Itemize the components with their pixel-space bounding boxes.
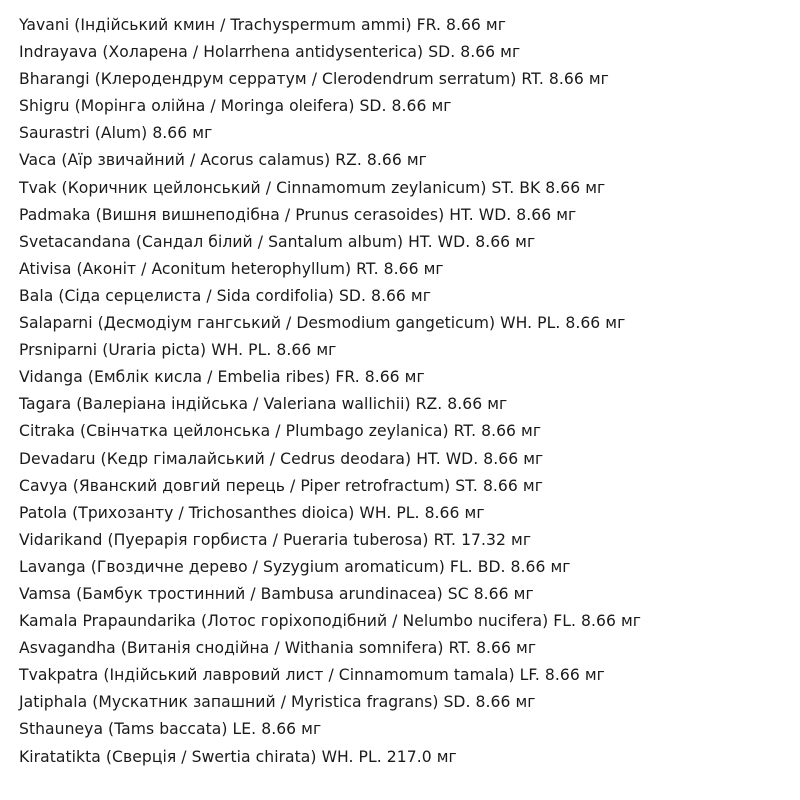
latin-name: Trichosanthes dioica: [188, 503, 349, 522]
dose-unit: мг: [521, 422, 542, 441]
plant-part: RT.: [448, 639, 472, 658]
latin-name: Acorus calamus: [200, 151, 325, 170]
common-name: Яванский довгий перець: [78, 476, 285, 495]
ingredient-line: Vidarikand (Пуерарія горбиста / Pueraria tuberosa) RT. 17.32 мг: [19, 530, 532, 549]
dose-value: 8.66: [581, 612, 616, 631]
plant-part: HT. WD.: [449, 205, 512, 224]
sanskrit-name: Bala: [19, 286, 54, 305]
common-name: Емблік кисла: [93, 368, 203, 387]
plant-part: SD.: [359, 97, 387, 116]
sanskrit-name: Padmaka: [19, 205, 91, 224]
ingredient-line: Sthauneya (Tams baccata) LE. 8.66 мг: [19, 720, 322, 739]
plant-part: RT.: [521, 70, 544, 89]
latin-name: Cedrus deodara: [280, 449, 406, 468]
latin-name: Moringa oleifera: [220, 97, 349, 116]
sanskrit-name: Shigru: [19, 97, 70, 116]
dose-unit: мг: [588, 70, 609, 89]
plant-part: FR.: [335, 368, 360, 387]
dose-unit: мг: [500, 43, 521, 62]
ingredient-line: Jatiphala (Мускатник запашний / Myristica fragrans) SD. 8.66 мг: [19, 693, 536, 712]
ingredient-line: Tvakpatra (Індійський лавровий лист / Cinnamomum tamala) LF. 8.66 мг: [19, 666, 605, 685]
plant-part: WH. PL.: [211, 341, 272, 360]
common-name: Індійський кмин: [80, 16, 216, 34]
latin-name: Prunus cerasoides: [295, 205, 439, 224]
sanskrit-name: Svetacandana: [19, 232, 131, 251]
dose-unit: мг: [423, 259, 444, 278]
plant-part: RT.: [356, 259, 379, 278]
plant-part: FR.: [416, 16, 441, 34]
sanskrit-name: Vamsa: [19, 584, 72, 603]
plant-part: WH. PL.: [321, 747, 382, 766]
plant-part: SD.: [428, 43, 456, 62]
dose-value: 8.66: [475, 693, 511, 712]
dose-unit: мг: [192, 124, 213, 143]
ingredient-line: Citraka (Свінчатка цейлонська / Plumbago zeylanica) RT. 8.66 мг: [19, 422, 542, 441]
dose-unit: мг: [487, 395, 508, 414]
ingredient-line: Vidanga (Емблік кисла / Embelia ribes) FR. 8.66 мг: [19, 368, 425, 387]
dose-unit: мг: [620, 612, 642, 631]
sanskrit-name: Cavya: [19, 476, 68, 495]
sanskrit-name: Sthauneya: [19, 720, 104, 739]
latin-name: Syzygium aromaticum: [263, 557, 439, 576]
plant-part: SC: [447, 584, 469, 603]
common-name: Трихозанту: [78, 503, 174, 522]
latin-name: Tams baccata: [114, 720, 222, 739]
ingredient-line: Bala (Сіда серцелиста / Sida cordifolia) SD. 8.66 мг: [19, 286, 431, 305]
sanskrit-name: Lavanga: [19, 557, 86, 576]
dose-value: 8.66: [445, 16, 481, 34]
dose-value: 8.66: [370, 286, 406, 305]
dose-value: 8.66: [460, 43, 496, 62]
dose-unit: мг: [556, 205, 577, 224]
latin-name: Swertia chirata: [191, 747, 311, 766]
ingredient-line: Patola (Трихозанту / Trichosanthes dioica) WH. PL. 8.66 мг: [19, 503, 485, 522]
ingredient-line: Prsniparni (Uraria picta) WH. PL. 8.66 мг: [19, 341, 337, 360]
sanskrit-name: Indrayava: [19, 43, 98, 62]
latin-name: Pueraria tuberosa: [282, 530, 423, 549]
latin-name: Embelia ribes: [217, 368, 325, 387]
dose-unit: мг: [301, 720, 322, 739]
sanskrit-name: Vidarikand: [19, 530, 103, 549]
plant-part: RT.: [433, 530, 457, 549]
latin-name: Piper retrofractum: [300, 476, 445, 495]
plant-part: SD.: [338, 286, 366, 305]
common-name: Холарена: [108, 43, 188, 62]
sanskrit-name: Devadaru: [19, 449, 96, 468]
plant-part: FL. BD.: [449, 557, 506, 576]
latin-name: Valeriana wallichii: [263, 395, 405, 414]
common-name: Аїр звичайний: [67, 151, 185, 170]
dose-value: 8.66: [481, 422, 517, 441]
ingredient-line: Asvagandha (Витанія снодійна / Withania somnifera) RT. 8.66 мг: [19, 639, 537, 658]
latin-name: Bambusa arundinacea: [260, 584, 437, 603]
common-name: Десмодіум гангський: [103, 314, 282, 333]
dose-unit: мг: [584, 666, 605, 685]
ingredient-line: Svetacandana (Сандал білий / Santalum album) HT. WD. 8.66 мг: [19, 232, 536, 251]
common-name: Кедр гімалайський: [106, 449, 265, 468]
latin-name: Nelumbo nucifera: [402, 612, 543, 631]
latin-name: Uraria picta: [108, 341, 201, 360]
common-name: Коричник цейлонський: [67, 178, 261, 197]
dose-value: 17.32: [461, 530, 506, 549]
dose-value: 8.66: [475, 232, 511, 251]
sanskrit-name: Citraka: [19, 422, 75, 441]
latin-name: Cinnamomum zeylanicum: [276, 178, 481, 197]
latin-name: Trachyspermum ammi: [230, 16, 406, 34]
dose-value: 8.66: [548, 70, 584, 89]
ingredient-list: [19, 12, 789, 771]
dose-value: 8.66: [476, 639, 511, 658]
latin-name: Desmodium gangeticum: [296, 314, 489, 333]
latin-name: Sida cordifolia: [216, 286, 328, 305]
sanskrit-name: Bharangi: [19, 70, 90, 89]
sanskrit-name: Tvakpatra: [19, 666, 99, 685]
common-name: Морінга олійна: [80, 97, 206, 116]
ingredient-line: Ativisa (Аконіт / Aconitum heterophyllum) RT. 8.66 мг: [19, 259, 444, 278]
ingredient-line: Vamsa (Бамбук тростинний / Bambusa arundinacea) SC 8.66 мг: [19, 584, 534, 603]
dose-value: 8.66: [391, 97, 427, 116]
dose-unit: мг: [404, 368, 425, 387]
latin-name: Withania somnifera: [284, 639, 438, 658]
ingredient-line: Yavani (Індійський кмин / Trachyspermum ammi) FR. 8.66 мг: [19, 16, 506, 34]
common-name: Аконіт: [82, 259, 137, 278]
dose-unit: мг: [511, 530, 532, 549]
plant-part: HT. WD.: [408, 232, 471, 251]
sanskrit-name: Vidanga: [19, 368, 83, 387]
dose-unit: мг: [436, 747, 457, 766]
sanskrit-name: Kamala Prapaundarika: [19, 612, 196, 631]
sanskrit-name: Saurastri: [19, 124, 90, 143]
dose-unit: мг: [516, 639, 537, 658]
dose-value: 8.66: [447, 395, 483, 414]
sanskrit-name: Prsniparni: [19, 341, 98, 360]
common-name: Бамбук тростинний: [82, 584, 246, 603]
ingredient-line: Tvak (Коричник цейлонський / Cinnamomum zeylanicum) ST. BK 8.66 мг: [19, 178, 606, 197]
latin-name: Plumbago zeylanica: [285, 422, 443, 441]
plant-part: LF.: [519, 666, 540, 685]
ingredient-line: Kamala Prapaundarika (Лотос горіхоподібний / Nelumbo nucifera) FL. 8.66 мг: [19, 612, 642, 631]
sanskrit-name: Yavani: [19, 16, 70, 34]
dose-unit: мг: [515, 232, 536, 251]
sanskrit-name: Jatiphala: [19, 693, 88, 712]
sanskrit-name: Patola: [19, 503, 68, 522]
dose-value: 8.66: [510, 557, 546, 576]
common-name: Індійський лавровий лист: [109, 666, 324, 685]
dose-unit: мг: [585, 178, 606, 197]
common-name: Пуерарія горбиста: [113, 530, 268, 549]
dose-value: 8.66: [364, 368, 400, 387]
dose-unit: мг: [522, 476, 543, 495]
dose-value: 8.66: [276, 341, 312, 360]
plant-part: LE.: [232, 720, 257, 739]
ingredient-line: Tagara (Валеріана індійська / Valeriana wallichii) RZ. 8.66 мг: [19, 395, 508, 414]
sanskrit-name: Salaparni: [19, 314, 93, 333]
dose-value: 8.66: [424, 503, 460, 522]
dose-unit: мг: [523, 449, 544, 468]
latin-name: Aconitum heterophyllum: [151, 259, 345, 278]
dose-unit: мг: [431, 97, 452, 116]
dose-value: 8.66: [261, 720, 297, 739]
dose-value: 8.66: [483, 449, 519, 468]
plant-part: ST.: [455, 476, 478, 495]
dose-unit: мг: [464, 503, 485, 522]
ingredient-line: Saurastri (Alum) 8.66 мг: [19, 124, 213, 143]
dose-value: 8.66: [482, 476, 518, 495]
common-name: Клеродендрум серратум: [100, 70, 307, 89]
dose-value: 8.66: [152, 124, 188, 143]
common-name: Свінчатка цейлонська: [86, 422, 271, 441]
plant-part: ST. BK: [491, 178, 541, 197]
dose-unit: мг: [605, 314, 626, 333]
dose-unit: мг: [550, 557, 571, 576]
dose-unit: мг: [410, 286, 431, 305]
sanskrit-name: Tagara: [19, 395, 72, 414]
plant-part: SD.: [443, 693, 471, 712]
common-name: Сіда серцелиста: [64, 286, 202, 305]
dose-unit: мг: [513, 584, 534, 603]
plant-part: HT. WD.: [416, 449, 479, 468]
latin-name: Myristica fragrans: [291, 693, 433, 712]
sanskrit-name: Asvagandha: [19, 639, 116, 658]
common-name: Лотос горіхоподібний: [207, 612, 388, 631]
plant-part: RZ.: [335, 151, 362, 170]
ingredient-line: Bharangi (Клеродендрум серратум / Clerodendrum serratum) RT. 8.66 мг: [19, 70, 609, 89]
ingredient-line: Lavanga (Гвоздичне дерево / Syzygium aromaticum) FL. BD. 8.66 мг: [19, 557, 571, 576]
latin-name: Holarrhena antidysenterica: [203, 43, 418, 62]
dose-value: 8.66: [544, 666, 580, 685]
latin-name: Cinnamomum tamala: [338, 666, 509, 685]
dose-value: 8.66: [565, 314, 601, 333]
sanskrit-name: Vaca: [19, 151, 57, 170]
plant-part: WH. PL.: [500, 314, 561, 333]
sanskrit-name: Kiratatikta: [19, 747, 101, 766]
dose-unit: мг: [515, 693, 536, 712]
ingredient-line: Indrayava (Холарена / Holarrhena antidysenterica) SD. 8.66 мг: [19, 43, 521, 62]
common-name: Сандал білий: [142, 232, 253, 251]
dose-value: 8.66: [516, 205, 552, 224]
common-name: Гвоздичне дерево: [96, 557, 248, 576]
latin-name: Alum: [100, 124, 142, 143]
dose-value: 217.0: [386, 747, 432, 766]
dose-unit: мг: [316, 341, 337, 360]
dose-value: 8.66: [383, 259, 419, 278]
ingredient-line: Cavya (Яванский довгий перець / Piper retrofractum) ST. 8.66 мг: [19, 476, 543, 495]
plant-part: FL.: [553, 612, 577, 631]
ingredient-line: Padmaka (Вишня вишнеподібна / Prunus cerasoides) HT. WD. 8.66 мг: [19, 205, 577, 224]
sanskrit-name: Tvak: [19, 178, 57, 197]
ingredient-line: Devadaru (Кедр гімалайський / Cedrus deodara) HT. WD. 8.66 мг: [19, 449, 544, 468]
dose-value: 8.66: [545, 178, 581, 197]
latin-name: Clerodendrum serratum: [322, 70, 511, 89]
common-name: Сверція: [112, 747, 177, 766]
ingredient-line: Kiratatikta (Сверція / Swertia chirata) WH. PL. 217.0 мг: [19, 747, 457, 766]
dose-unit: мг: [485, 16, 506, 34]
plant-part: WH. PL.: [359, 503, 420, 522]
dose-value: 8.66: [366, 151, 402, 170]
sanskrit-name: Ativisa: [19, 259, 72, 278]
common-name: Витанія снодійна: [126, 639, 270, 658]
ingredient-line: Salaparni (Десмодіум гангський / Desmodium gangeticum) WH. PL. 8.66 мг: [19, 314, 626, 333]
ingredient-line: Shigru (Морінга олійна / Moringa oleifera) SD. 8.66 мг: [19, 97, 452, 116]
latin-name: Santalum album: [268, 232, 397, 251]
plant-part: RZ.: [415, 395, 443, 414]
plant-part: RT.: [453, 422, 477, 441]
ingredient-line: Vaca (Аїр звичайний / Acorus calamus) RZ. 8.66 мг: [19, 151, 427, 170]
common-name: Вишня вишнеподібна: [101, 205, 280, 224]
common-name: Валеріана індійська: [82, 395, 249, 414]
common-name: Мускатник запашний: [98, 693, 276, 712]
dose-value: 8.66: [473, 584, 509, 603]
dose-unit: мг: [406, 151, 427, 170]
